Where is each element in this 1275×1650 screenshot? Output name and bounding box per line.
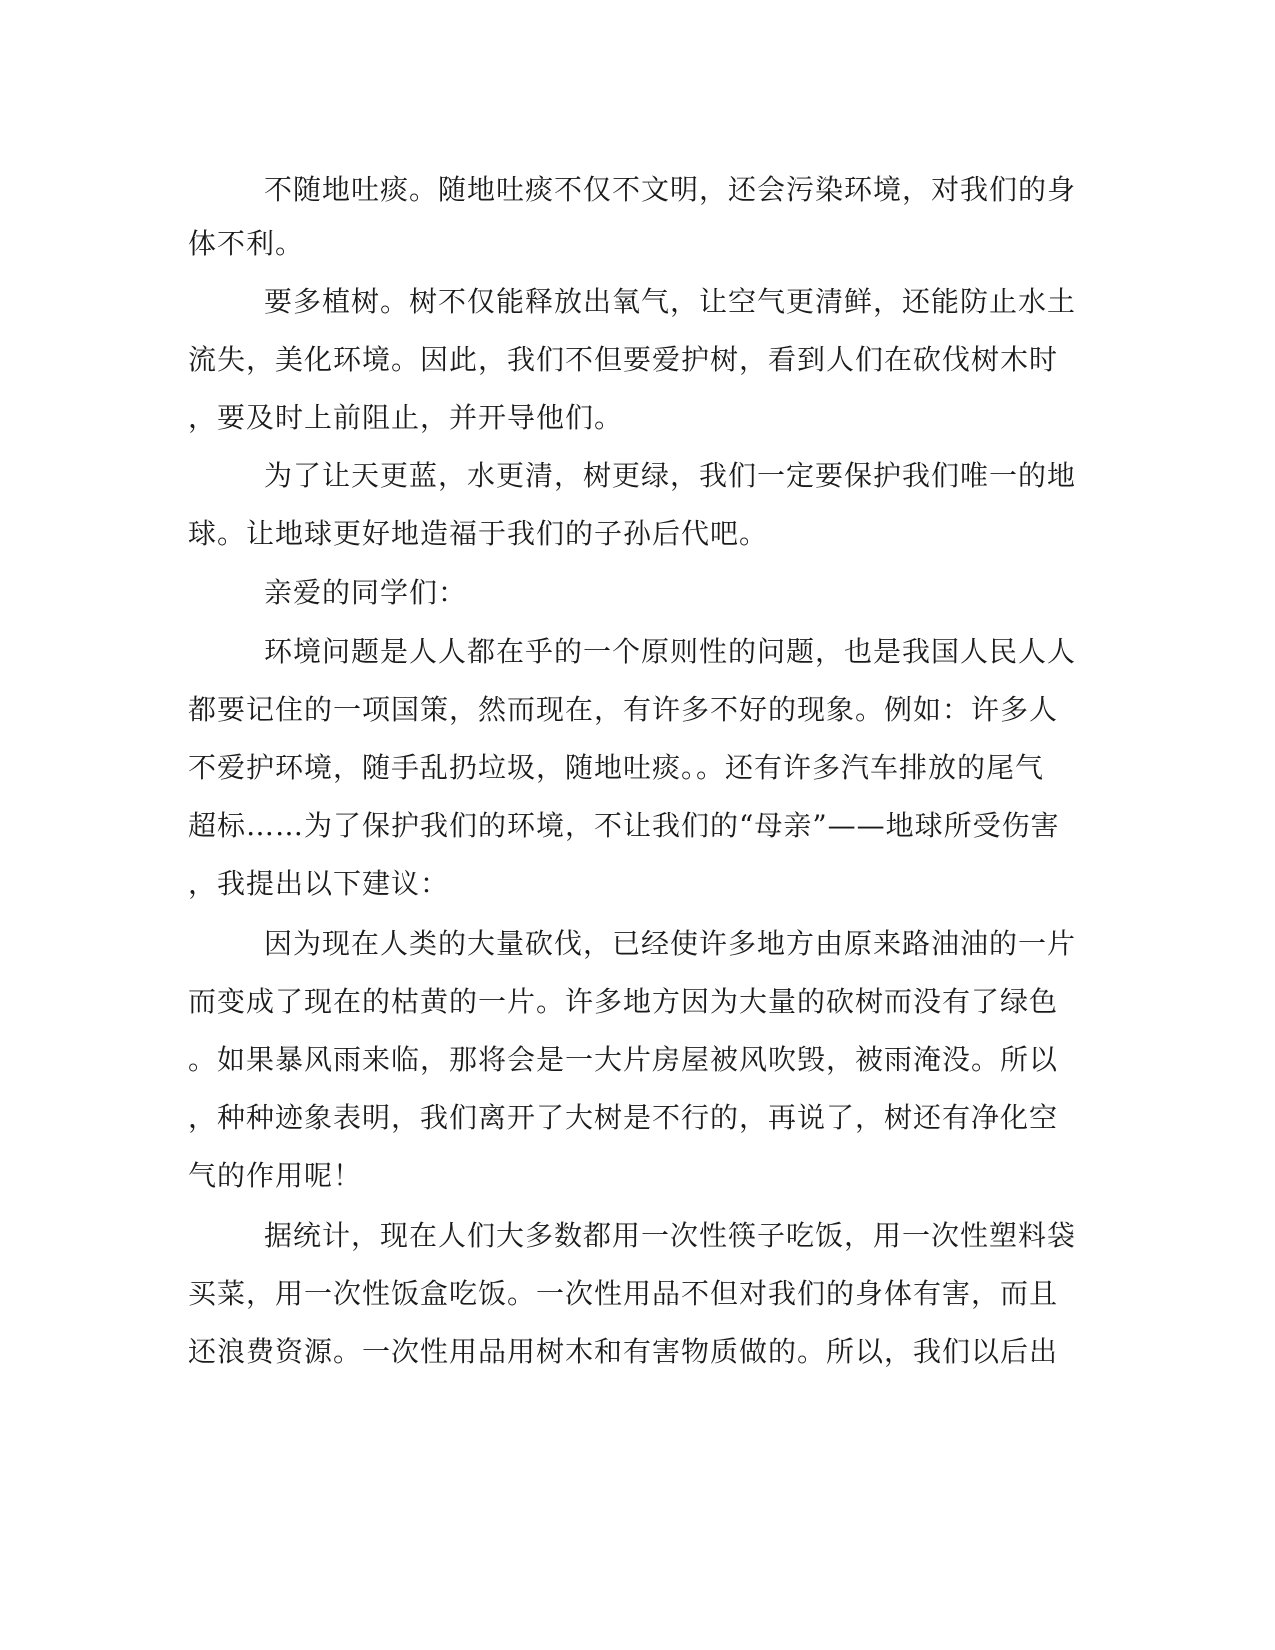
text-line: 气的作用呢！ xyxy=(188,1159,363,1192)
text-line: 为了让天更蓝，水更清，树更绿，我们一定要保护我们唯一的地 xyxy=(264,459,1077,492)
text-line: 不随地吐痰。随地吐痰不仅不文明，还会污染环境，对我们的身 xyxy=(264,173,1077,206)
text-line: 而变成了现在的枯黄的一片。许多地方因为大量的砍树而没有了绿色 xyxy=(188,985,1059,1018)
text-line: 因为现在人类的大量砍伐，已经使许多地方由原来路油油的一片 xyxy=(264,927,1077,960)
text-line: 。如果暴风雨来临，那将会是一大片房屋被风吹毁，被雨淹没。所以 xyxy=(188,1043,1059,1076)
text-line: 环境问题是人人都在乎的一个原则性的问题，也是我国人民人人 xyxy=(264,635,1077,668)
text-line: ，要及时上前阻止，并开导他们。 xyxy=(188,401,624,434)
text-line: 亲爱的同学们： xyxy=(264,576,468,609)
text-line: 买菜，用一次性饭盒吃饭。一次性用品不但对我们的身体有害，而且 xyxy=(188,1277,1059,1310)
text-line: 还浪费资源。一次性用品用树木和有害物质做的。所以，我们以后出 xyxy=(188,1335,1059,1368)
text-line: 体不利。 xyxy=(188,227,305,260)
text-line: 要多植树。树不仅能释放出氧气，让空气更清鲜，还能防止水土 xyxy=(264,285,1077,318)
text-line: 不爱护环境，随手乱扔垃圾，随地吐痰。。还有许多汽车排放的尾气 xyxy=(188,751,1045,784)
text-line: 都要记住的一项国策，然而现在，有许多不好的现象。例如：许多人 xyxy=(188,693,1059,726)
text-line: 流失，美化环境。因此，我们不但要爱护树，看到人们在砍伐树木时 xyxy=(188,343,1059,376)
text-line: ，种种迹象表明，我们离开了大树是不行的，再说了，树还有净化空 xyxy=(188,1101,1059,1134)
text-line: 超标……为了保护我们的环境，不让我们的“母亲”——地球所受伤害 xyxy=(188,809,1060,842)
text-line: 球。让地球更好地造福于我们的子孙后代吧。 xyxy=(188,517,769,550)
text-line: 据统计，现在人们大多数都用一次性筷子吃饭，用一次性塑料袋 xyxy=(264,1219,1077,1252)
text-line: ，我提出以下建议： xyxy=(188,867,450,900)
